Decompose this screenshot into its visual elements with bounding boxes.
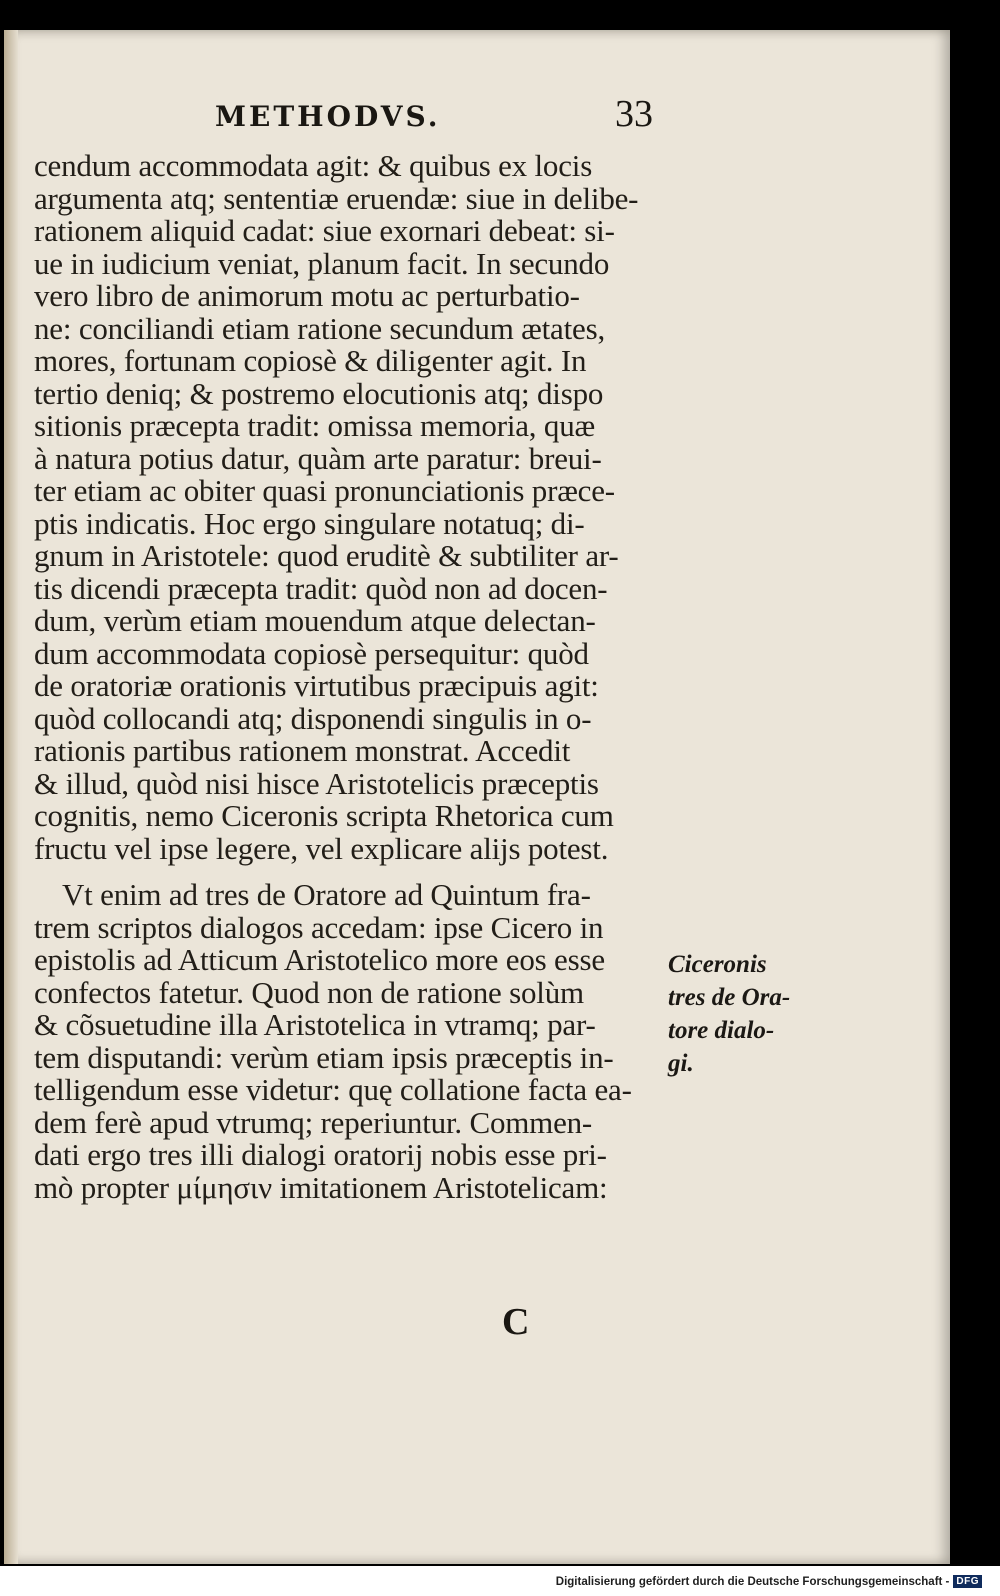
text-line: fructu vel ipse legere, vel explicare alijs potest. (34, 830, 609, 866)
text-line: quòd collocandi atq; disponendi singulis in o- (34, 700, 592, 736)
text-line: ter etiam ac obiter quasi pronunciationis præce- (34, 473, 615, 508)
text-line: ne: conciliandi etiam ratione secundum ætates, (34, 310, 606, 346)
digitization-credit (556, 1575, 982, 1588)
text-line: argumenta atq; sententiæ eruendæ: siue in delibe- (34, 180, 639, 216)
text-line: & cõsuetudine illa Aristotelica in vtramq; par- (34, 1007, 596, 1042)
text-line: gnum in Aristotele: quod eruditè & subtiliter ar- (34, 538, 619, 573)
text-line: cognitis, nemo Ciceronis scripta Rhetorica cum (34, 798, 614, 833)
marginal-line: gi. (668, 1050, 694, 1077)
text-line: & illud, quòd nisi hisce Aristotelicis præceptis (34, 765, 599, 801)
running-head: METHODVS. (215, 100, 441, 133)
text-line: dem ferè apud vtrumq; reperiuntur. Commen- (34, 1104, 593, 1140)
text-line: tem disputandi: verùm etiam ipsis præceptis in- (34, 1039, 614, 1075)
text-line: vero libro de animorum motu ac perturbatio- (34, 278, 580, 313)
dfg-logo: DFG (953, 1575, 982, 1588)
text-line: tis dicendi præcepta tradit: quòd non ad docen- (34, 570, 608, 606)
binding-edge (4, 30, 18, 1564)
text-line: à natura potius datur, quàm arte paratur: breui- (34, 440, 602, 476)
paragraph-2 (34, 879, 694, 1204)
text-line: cendum accommodata agit: & quibus ex locis (34, 148, 593, 183)
text-line: sitionis præcepta tradit: omissa memoria, quæ (34, 408, 595, 443)
marginal-line: Ciceronis (668, 951, 767, 978)
text-line: mores, fortunam copiosè & diligenter agit. In (34, 343, 587, 378)
marginal-note (668, 948, 790, 1080)
text-line: Vt enim ad tres de Oratore ad Quintum fra- (62, 877, 591, 912)
page-number: 33 (615, 93, 653, 135)
text-line: dum accommodata copiosè persequitur: quòd (34, 635, 589, 671)
marginal-line: tore dialo- (668, 1017, 775, 1044)
text-line: rationem aliquid cadat: siue exornari debeat: si- (34, 213, 615, 248)
text-line: dati ergo tres illi dialogi oratorij nobis esse pri- (34, 1137, 607, 1172)
paragraph-1 (34, 150, 694, 865)
text-line: mò propter μίμησιν imitationem Aristotelicam: (34, 1169, 608, 1205)
text-line: confectos fatetur. Quod non de ratione solùm (34, 974, 584, 1010)
main-text (34, 150, 694, 1204)
text-line: dum, verùm etiam mouendum atque delectan- (34, 603, 596, 638)
marginal-line: tres de Ora- (668, 984, 791, 1011)
text-line: rationis partibus rationem monstrat. Accedit (34, 733, 571, 768)
text-line: tertio deniq; & postremo elocutionis atq; dispo (34, 375, 604, 411)
text-line: epistolis ad Atticum Aristotelico more eos esse (34, 942, 605, 977)
text-line: trem scriptos dialogos accedam: ipse Cicero in (34, 909, 604, 945)
text-line: telligendum esse videtur: quę collatione facta ea- (34, 1072, 632, 1107)
credit-text: Digitalisierung gefördert durch die Deutsche Forschungsgemeinschaft - (555, 1575, 950, 1588)
text-line: ptis indicatis. Hoc ergo singulare notatuq; di- (34, 505, 585, 541)
text-line: de oratoriæ orationis virtutibus præcipuis agit: (34, 668, 599, 703)
signature-mark: C (502, 1301, 530, 1343)
text-line: ue in iudicium veniat, planum facit. In secundo (34, 245, 610, 281)
